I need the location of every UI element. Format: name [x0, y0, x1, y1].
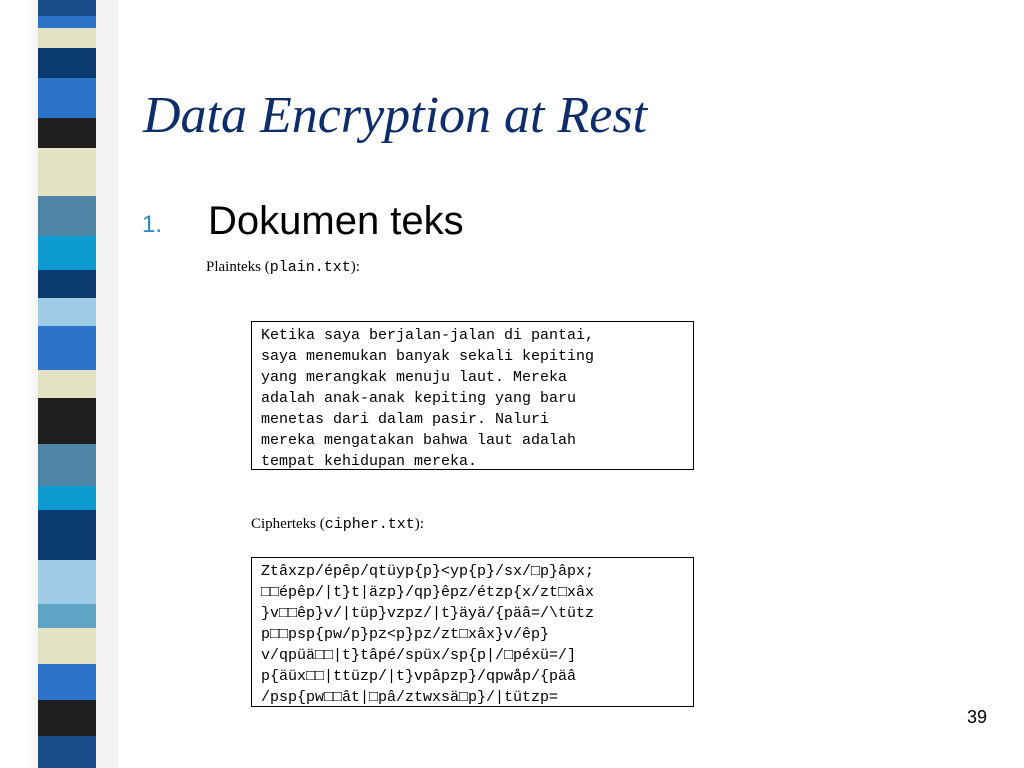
decorative-stripe-bar	[38, 0, 96, 768]
ciphertext-line: p{äüx□□|ttüzp/|t}vpâpzp}/qpwåp/{päâ	[261, 668, 577, 685]
stripe-block	[38, 628, 96, 664]
stripe-block	[38, 78, 96, 118]
ciphertext-filename: cipher.txt	[324, 516, 415, 533]
stripe-block	[38, 16, 96, 28]
stripe-block	[38, 398, 96, 444]
ciphertext-line: }v□□êp}v/|tüp}vzpz/|t}äyä/{päâ=/\tütz	[261, 605, 595, 622]
slide-title: Data Encryption at Rest	[143, 87, 648, 144]
plaintext-line: menetas dari dalam pasir. Naluri	[261, 411, 550, 428]
bullet-number: 1.	[142, 211, 163, 238]
plaintext-filename: plain.txt	[269, 259, 351, 276]
ciphertext-label-prefix: Cipherteks (	[251, 516, 325, 532]
stripe-block	[38, 270, 96, 298]
plaintext-line: yang merangkak menuju laut. Mereka	[261, 369, 568, 386]
stripe-block	[38, 486, 96, 510]
ciphertext-line: □□épêp/|t}t|äzp}/qp}êpz/étzp{x/zt□xâx	[261, 584, 595, 601]
stripe-block	[38, 0, 96, 16]
plaintext-box	[251, 321, 694, 470]
stripe-block	[38, 700, 96, 736]
ciphertext-label-suffix: ):	[414, 516, 424, 532]
ciphertext-box	[251, 557, 694, 707]
stripe-block	[38, 560, 96, 604]
ciphertext-line: p□□psp{pw/p}pz<p}pz/zt□xâx}v/êp}	[261, 626, 550, 643]
plaintext-line: Ketika saya berjalan-jalan di pantai,	[261, 327, 595, 344]
stripe-block	[38, 118, 96, 148]
plaintext-label	[206, 259, 360, 276]
plaintext-line: adalah anak-anak kepiting yang baru	[261, 390, 577, 407]
stripe-block	[38, 298, 96, 326]
stripe-block	[38, 148, 96, 196]
stripe-block	[38, 736, 96, 768]
ciphertext-line: Ztâxzp/épêp/qtüyp{p}<yp{p}/sx/□p}âpx;	[261, 563, 595, 580]
ciphertext-label	[251, 516, 424, 533]
stripe-block	[38, 510, 96, 560]
stripe-block	[38, 604, 96, 628]
plaintext-line: saya menemukan banyak sekali kepiting	[261, 348, 595, 365]
plaintext-label-suffix: ):	[350, 259, 360, 275]
stripe-block	[38, 28, 96, 48]
stripe-block	[38, 444, 96, 486]
stripe-block	[38, 48, 96, 78]
page-number: 39	[966, 707, 987, 727]
plaintext-label-prefix: Plainteks (	[206, 259, 270, 275]
plaintext-line: tempat kehidupan mereka.	[261, 453, 478, 470]
stripe-block	[38, 196, 96, 236]
stripe-block	[38, 664, 96, 700]
ciphertext-line: v/qpüä□□|t}tâpé/spüx/sp{p|/□péxü=/]	[261, 647, 577, 664]
bullet-heading: Dokumen teks	[208, 199, 464, 243]
stripe-block	[38, 236, 96, 270]
stripe-block	[38, 370, 96, 398]
plaintext-line: mereka mengatakan bahwa laut adalah	[261, 432, 577, 449]
ciphertext-line: /psp{pw□□ât|□pâ/ztwxsä□p}/|tützp=	[261, 689, 559, 706]
stripe-block	[38, 326, 96, 370]
